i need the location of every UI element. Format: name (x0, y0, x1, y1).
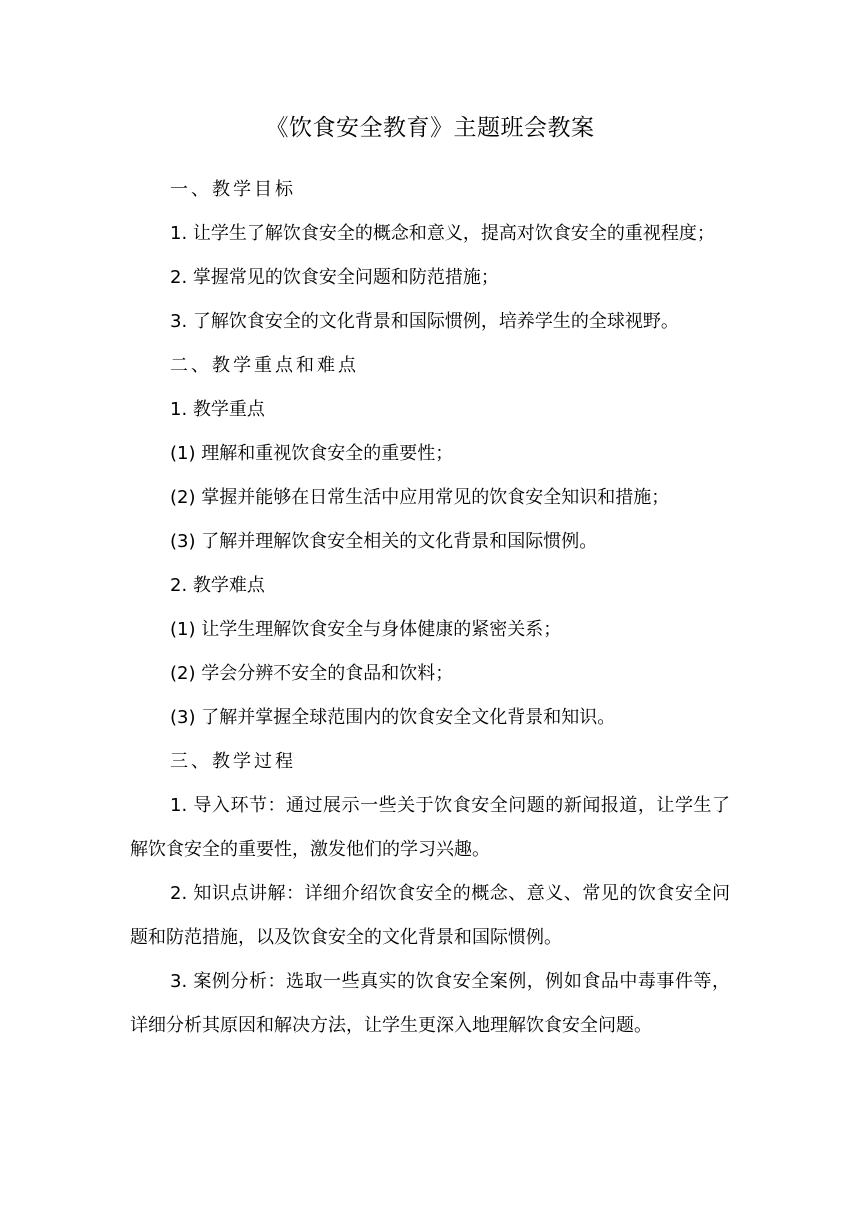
process-item-1: 1. 导入环节：通过展示一些关于饮食安全问题的新闻报道，让学生了解饮食安全的重要性，激发他们的学习兴趣。 (130, 795, 730, 860)
document-body (130, 168, 730, 1048)
key-point-item-3: (3) 了解并理解饮食安全相关的文化背景和国际惯例。 (170, 531, 598, 552)
difficulty-item-2: (2) 学会分辨不安全的食品和饮料； (170, 663, 454, 684)
section-heading-key-points: 二、教学重点和难点 (170, 355, 359, 376)
subheading-difficulties: 2. 教学难点 (170, 575, 265, 596)
subheading-key-points: 1. 教学重点 (170, 399, 265, 420)
key-point-item-2: (2) 掌握并能够在日常生活中应用常见的饮食安全知识和措施； (170, 487, 670, 508)
objective-item-3: 3. 了解饮食安全的文化背景和国际惯例，培养学生的全球视野。 (170, 311, 679, 332)
objective-item-2: 2. 掌握常见的饮食安全问题和防范措施； (170, 267, 499, 288)
key-point-item-1: (1) 理解和重视饮食安全的重要性； (170, 443, 454, 464)
difficulty-item-1: (1) 让学生理解饮食安全与身体健康的紧密关系； (170, 619, 562, 640)
objective-item-1: 1. 让学生了解饮食安全的概念和意义，提高对饮食安全的重视程度； (170, 223, 715, 244)
process-item-3: 3. 案例分析：选取一些真实的饮食安全案例，例如食品中毒事件等，详细分析其原因和解决方法，让学生更深入地理解饮食安全问题。 (130, 971, 730, 1036)
section-heading-process: 三、教学过程 (170, 751, 296, 772)
difficulty-item-3: (3) 了解并掌握全球范围内的饮食安全文化背景和知识。 (170, 707, 616, 728)
section-heading-objectives: 一、教学目标 (170, 179, 296, 200)
document-title: 《饮食安全教育》主题班会教案 (265, 115, 595, 141)
process-item-2: 2. 知识点讲解：详细介绍饮食安全的概念、意义、常见的饮食安全问题和防范措施，以及饮食安全的文化背景和国际惯例。 (130, 883, 730, 948)
